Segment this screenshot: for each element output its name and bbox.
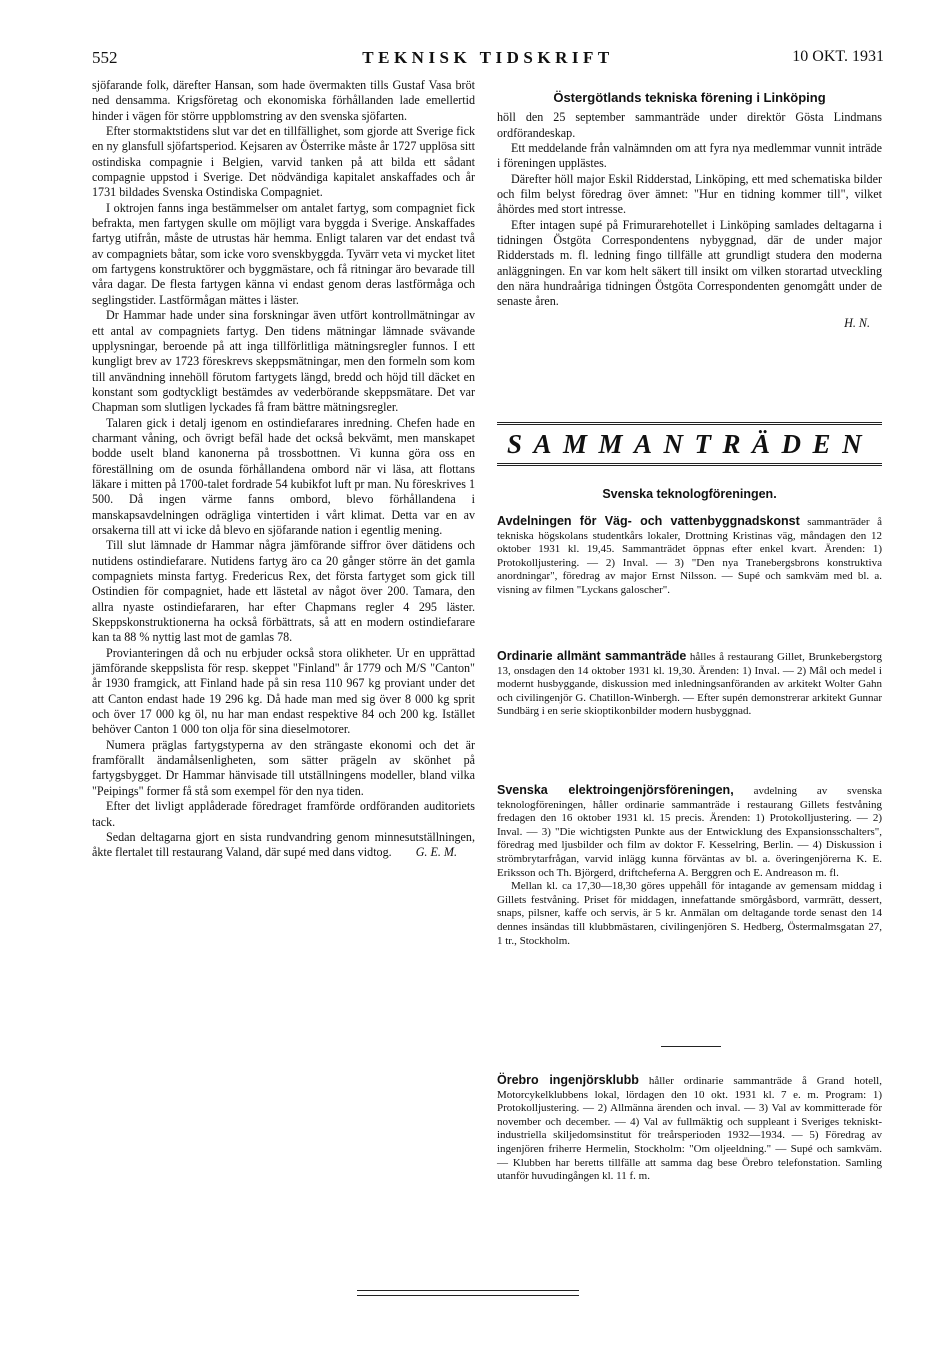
section-banner [497, 422, 882, 466]
author-signature: H. N. [844, 315, 870, 330]
body-paragraph: I oktrojen fanns inga bestämmelser om antalet fartyg, som compagniet fick befrakta, men fartygen skulle om möjligt vara byggda i Sverige. Anskaffades fartyg utifrån, måste de utrustas här hemma. Enligt talaren var det endast två av compagniets båtar, som icke voro svenskbyggda. Tyvärr veta vi mycket litet om fartygens konstruktörer och byggmästare, och få ritningar äro bevarade till våra dagar. De flesta fartygen känna vi endast genom deras lastförmåga och seglingstider. Lastförmågan mättes i läster. [92, 200, 475, 307]
notice-lead: Svenska elektroingenjörsföreningen, [497, 783, 734, 797]
issue-date: 10 OKT. 1931 [792, 48, 884, 65]
page-end-rule [357, 1290, 579, 1296]
body-paragraph: höll den 25 september sammanträde under direktör Gösta Lindmans ordförandeskap. [497, 110, 882, 140]
body-paragraph: Dr Hammar hade under sina forskningar även utfört kontrollmätningar av ett antal av compagniets fartyg. Den tidens mätningar lämnade svävande upplysningar, beroende på att inga tillförlitliga mätningsregler funnos. I ett kungligt brev av 1723 föreskrevs skeppsmätningar, men den formeln som kom till användning innehöll förutom fartygets längd, bredd och höjd till däcket en konstant som godtyckligt bestämdes av vederbörande skeppsmätare. Det var Chapman som slutligen lyckades få fram bättre mätningsregler. [92, 308, 475, 415]
notice-lead: Örebro ingenjörsklubb [497, 1073, 639, 1087]
notice-elektroingenjor [497, 784, 882, 948]
notice-lead: Ordinarie allmänt sammanträde [497, 649, 687, 663]
running-header [92, 48, 884, 72]
notice-lead: Avdelningen för Väg- och vattenbyggnadskonst [497, 514, 800, 528]
body-paragraph-last [92, 830, 475, 861]
body-paragraph: Provianteringen då och nu erbjuder också stora olikheter. Ur en upprättad jämförande skeppslista för resp. skeppet "Finland" år 1779 och M/S "Canton" år 1930 framgick, att Finland hade på sin resa 110 967 kg proviant under det att Canton endast hade 19 296 kg. Då hade man med sig över 8 000 kg sprit och över 17 000 kg öl, nu har man endast respektive 84 och 200 kg. Istället behöver Canton 1 000 ton olja för sina dieselmotorer. [92, 645, 475, 737]
body-paragraph: sjöfarande folk, därefter Hansan, som hade övermakten tills Gustaf Vasa bröt ned densamma. Krigsföretag och ekonomiska förhållanden lade emellertid hinder i vägen för större uppblomstring av den svenska sjöfarten. [92, 78, 475, 123]
left-column [92, 78, 475, 861]
body-paragraph: Efter intagen supé på Frimurarehotellet i Linköping samlades deltagarna i tidningen Östgöta Correspondentens nybyggnad, där de under major Ridderstads m. fl. ledning fingo tillfälle att grundligt studera den moderna anläggningen. En var kom helt säkert till insikt om vilken storartad utveckling den nära hundraåriga tidningen Östgöta Correspondenten genomgått under de senaste åren. [497, 217, 882, 309]
notice-text: Mellan kl. ca 17,30—18,30 göres uppehåll för intagande av gemensam middag i Gillets festvåning. Priset för middagen, innefattande smörgåsbord, varmrätt, dessert, snaps, pilsner, kaffe och servis, är 5 kr. Anmälan om deltagande torde senast den 14 dennes insändas till klubbmästaren, civilingenjören S. Hedberg, Östermalmsgatan 27, 1 tr., Stockholm. [497, 880, 882, 947]
body-paragraph-text: Sedan deltagarna gjort en sista rundvandring genom minnesutställningen, åkte flertalet till restaurang Valand, där supé med dans vidtog. [92, 829, 475, 860]
notice-ordinarie [497, 650, 882, 719]
body-paragraph: Efter stormaktstidens slut var det en tillfällighet, som gjorde att Sverige fick en ny glansfull sjöfartsperiod. Kejsaren av Österrike måste år 1727 upplösa sitt ostindiska compagnie i Belgien, varvid tanken på att bilda ett sådant compagnie uppstod i Sverige. Det nödvändiga kapitalet anskaffades och år 1731 bildades Svenska Ostindiska Compagniet. [92, 124, 475, 200]
subsection-heading: Svenska teknologföreningen. [602, 487, 777, 501]
body-paragraph: Talaren gick i detalj igenom en ostindiefarares inredning. Chefen hade en charmant våning, och övrigt befäl hade det också bekvämt, men manskapet bodde uselt bland kanonerna på trossbottnen. Vi kunna göra oss en föreställning om de osunda förhållandena ombord när vi läsa, att flottans läkare i mitten på 1700-talet fordrade 54 kubikfot luft pr man. Nu föreskrives 1 500. Då ingen värme fanns ombord, blevo förhållandena i manskapsavdelningen odrägliga vintertiden i vårt klimat. Detta var en av orsakerna till att vi icke då blevo en sjöfarande nation i egentlig mening. [92, 415, 475, 537]
body-paragraph: Numera präglas fartygstyperna av den strängaste ekonomi och det är framförallt ändamålsenligheten, som sätter prägeln av skönhet på fartygsbygget. Dr Hammar hänvisade till utställningens modeller, bland vilka "Peipings" former få stå som exempel för den nya tiden. [92, 737, 475, 798]
section-heading: SAMMANTRÄDEN [507, 429, 874, 459]
divider-rule [661, 1046, 721, 1047]
page-number: 552 [92, 48, 118, 67]
journal-title: TEKNISK TIDSKRIFT [362, 48, 614, 67]
body-paragraph: Därefter höll major Eskil Ridderstad, Linköping, ett med schematiska bilder och film belyst föredrag över ämnet: "Hur en tidning kommer till", vilket åhördes med stort intresse. [497, 171, 882, 217]
notice-text: håller ordinarie sammanträde å Grand hotell, Motorcykelklubbens lokal, lördagen den 10 okt. 1931 kl. 7 e. m. Program: 1) Protokolljustering. — 2) Allmänna ärenden och inval. — 3) Val av kommitterade för november och december. — 4) Val av fullmäktig och suppleant i Sveriges tekniskt-industriella skiljedomsinstitut för treårsperioden 1932—1934. — 5) Föredrag av ingenjören friherre Hermelin, Stockholm: "Om oljeeldning." — Supé och samkväm. — Klubben har beretts tillfälle att samma dag bese Örebro telefonstation. Samling utanför huvudingången kl. 11 f. m. [497, 1075, 882, 1183]
author-signature: G. E. M. [415, 845, 457, 860]
ostergotland-report [497, 78, 882, 331]
notice-text: hålles å restaurang Gillet, Brunkebergstorg 13, onsdagen den 14 oktober 1931 kl. 19,30. Ärenden: 1) Inval. — 2) Mål och medel i modernt husbyggande, diskussion med inledningsanföranden av arkitekt Wolter Gahn och civilingenjör G. Chatillon-Winbergh. — Efter supén demonstrerar arkitekt Gunnar Sundbärg i en serie skioptikonbilder modern husbyggnad. [497, 651, 882, 718]
notice-vag-vatten [497, 515, 882, 598]
notice-orebro [497, 1074, 882, 1184]
notice-text: sammanträder å tekniska högskolans studentkårs lokaler, Drottning Kristinas väg, måndagen den 12 oktober 1931 kl. 19,45. Sammanträdet öppnas efter enkel kvart. Ärenden: 1) Protokolljustering. — 2) Inval. — 3) "Den nya Tranebergsbrons konstruktiva anordningar", föredrag av major Ernst Nilsson. — Supé och samkväm med bl. a. visning av filmen "Lyckans galoscher". [497, 516, 883, 596]
report-title: Östergötlands tekniska förening i Linköping [553, 90, 826, 105]
body-paragraph: Ett meddelande från valnämnden om att fyra nya medlemmar vunnit inträde i föreningen upplästes. [497, 141, 882, 171]
notice-text: avdelning av svenska teknologföreningen, håller ordinarie sammanträde i restaurang Gillets festvåning fredagen den 16 oktober 1931 kl. 15 precis. Ärenden: 1) Protokolljustering. — 2) Inval. — 3) "Die wichtigsten Punkte aus der Entwicklung des Expansionsschalters", föredrag med ljusbilder och film av doktor F. Kesselring, Berlin. — 4) Diskussion i strömbrytarfrågan, varvid inlägg kunna förväntas av bl. a. överingenjörerna K. E. Eriksson och Th. Björgerd, driftcheferna A. Berggren och E. Andreason m. fl. [497, 785, 882, 879]
body-paragraph: Efter det livligt applåderade föredraget framförde ordföranden auditoriets tack. [92, 799, 475, 829]
body-paragraph: Till slut lämnade dr Hammar några jämförande siffror över dätidens och nutidens ostindiefarare. Nutidens fartyg äro ca 20 gånger större än det gamla compagniets minsta fartyg. Fredericus Rex, det första fartyget som gick till Ostindien för compagniet, hade ett lästetal av något över 200. Tamara, den allra nyaste ostindiefararen, har efter Chapmans regler 4 295 läster. Skeppskonstruktionerna ha också förbättrats, så att en modern ostindiefarare kan ta 88 % nyttig last mot de gamlas 78. [92, 538, 475, 645]
